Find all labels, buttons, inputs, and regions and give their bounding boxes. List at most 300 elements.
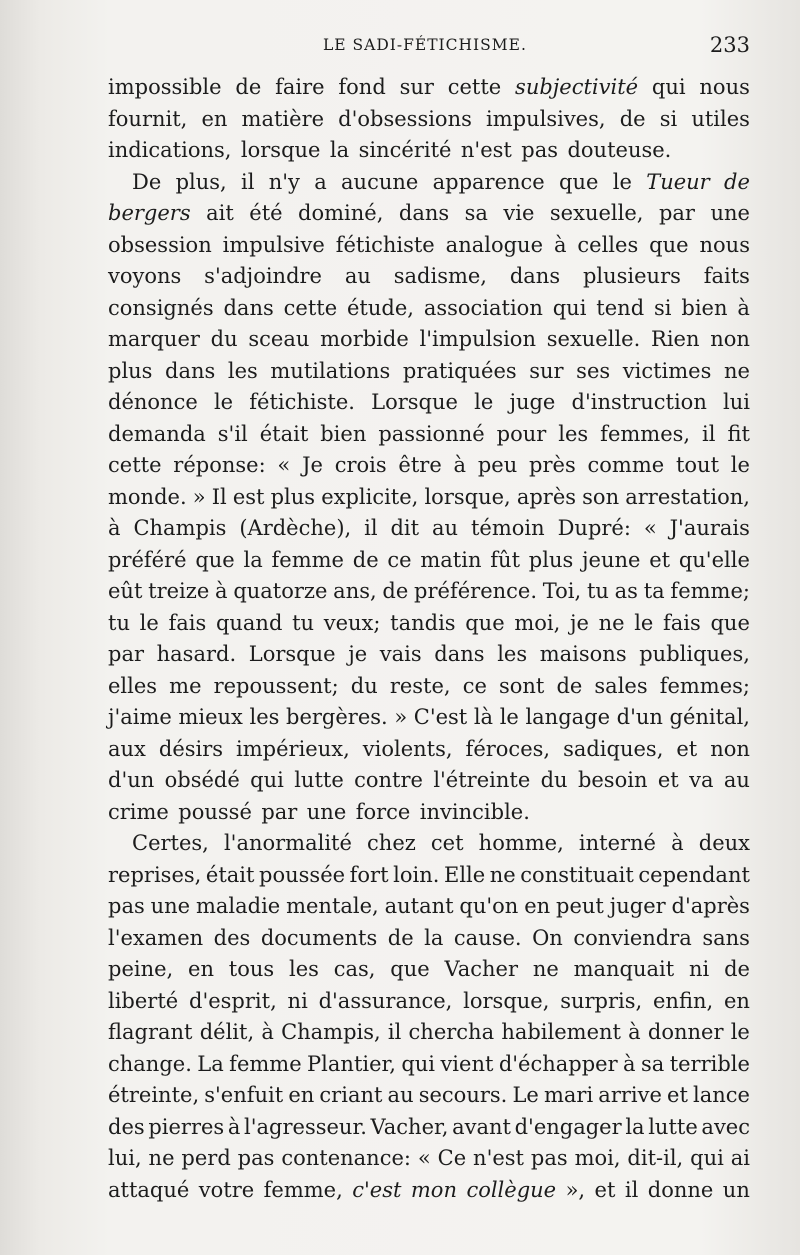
- word: un: [722, 1177, 750, 1202]
- word: association: [423, 295, 543, 320]
- word: génital,: [669, 705, 750, 729]
- word: après: [516, 484, 577, 509]
- word: »: [394, 705, 408, 729]
- word: sexuelle.: [546, 327, 641, 351]
- text-line: [108, 293, 750, 325]
- word: impulsive: [222, 232, 325, 257]
- word: passionné: [378, 421, 485, 446]
- word: en: [723, 988, 750, 1013]
- text-line: [108, 167, 750, 199]
- text-line: [108, 954, 750, 986]
- word: le: [730, 1020, 750, 1044]
- word: ne: [148, 1146, 175, 1170]
- word: cas,: [333, 957, 376, 981]
- word: le: [730, 453, 750, 477]
- word: »: [192, 484, 206, 509]
- word: va: [689, 768, 714, 792]
- page-number: 233: [709, 33, 750, 57]
- text-line: [108, 639, 750, 671]
- word: Plantier,: [307, 1051, 396, 1076]
- word: victimes: [622, 358, 712, 383]
- word: obsession: [108, 232, 212, 257]
- word: est: [232, 484, 265, 509]
- word: dénonce: [108, 390, 198, 414]
- word: Certes,: [132, 831, 209, 855]
- text-line: [108, 1175, 750, 1207]
- word: à: [623, 1051, 636, 1076]
- word: indications,: [108, 138, 232, 162]
- word: repoussent;: [213, 673, 339, 698]
- word: deux: [698, 831, 750, 855]
- word: Ce: [437, 1146, 467, 1170]
- word: sexuelle,: [549, 201, 644, 225]
- word: aucune: [341, 169, 419, 194]
- word: sa: [464, 201, 488, 225]
- word: analogue: [445, 232, 543, 257]
- word: quatorze: [233, 579, 328, 603]
- word: manquait: [573, 957, 675, 981]
- word: fétichiste.: [249, 390, 355, 414]
- word: moi,: [574, 1146, 621, 1170]
- word: fût: [490, 547, 521, 572]
- word: la: [243, 547, 263, 572]
- word: non: [710, 736, 750, 761]
- word: plus: [528, 547, 574, 572]
- word: fort: [349, 862, 389, 887]
- word: d'instruction: [571, 390, 707, 414]
- word: ai: [730, 1146, 750, 1170]
- word: à: [108, 516, 121, 540]
- word: J'aurais: [669, 516, 750, 540]
- word: lance: [693, 1083, 750, 1107]
- text-line: [108, 797, 750, 829]
- word: le: [213, 390, 234, 414]
- word: sa: [640, 1051, 665, 1076]
- word: habilement: [501, 1020, 621, 1044]
- text-line: [108, 891, 750, 923]
- word: faire: [275, 75, 325, 99]
- word: d'esprit,: [189, 988, 277, 1013]
- word: «: [417, 1146, 431, 1170]
- word: préférence.: [414, 579, 538, 603]
- word: vie: [503, 201, 535, 225]
- word: à: [227, 1114, 241, 1139]
- word: réponse:: [173, 453, 266, 477]
- word: reprises,: [108, 862, 202, 887]
- text-line: [108, 1143, 750, 1175]
- word: dans: [434, 642, 485, 666]
- word: (Ardèche),: [239, 516, 352, 540]
- text-line: [108, 671, 750, 703]
- word: des: [213, 925, 251, 950]
- word: d'après: [671, 894, 750, 918]
- word: de: [619, 106, 646, 131]
- word: impérieux,: [236, 736, 350, 761]
- word: dans: [165, 358, 216, 383]
- running-title: LE SADI-FÉTICHISME.: [323, 36, 527, 54]
- word: apparence: [432, 169, 545, 194]
- word: Vacher,: [370, 1114, 449, 1139]
- text-line: [108, 765, 750, 797]
- word: sincérité: [358, 138, 452, 162]
- word: ta: [643, 579, 665, 603]
- word: dans: [398, 201, 450, 225]
- word: loin.: [393, 862, 440, 887]
- word: sans: [702, 925, 750, 950]
- word: en: [288, 1083, 315, 1107]
- word: ni: [689, 957, 710, 981]
- word: sur: [529, 358, 564, 383]
- word: plus: [108, 358, 153, 383]
- text-line: [108, 135, 750, 167]
- word: avec: [701, 1114, 750, 1139]
- word: utiles: [691, 106, 750, 131]
- word: tu: [586, 579, 609, 603]
- word: lui,: [108, 1146, 142, 1170]
- word: l'étreinte: [433, 768, 531, 792]
- word: féroces,: [465, 736, 551, 761]
- word: ne: [723, 358, 750, 383]
- word: si: [659, 106, 678, 131]
- word: peu: [477, 453, 518, 477]
- text-line: [108, 230, 750, 262]
- word: elles: [108, 673, 158, 698]
- word: maladie: [195, 894, 281, 918]
- text-line: [108, 387, 750, 419]
- word: force: [355, 799, 411, 824]
- word: mentale,: [286, 894, 379, 918]
- word: en: [188, 957, 214, 981]
- text-line: [108, 419, 750, 451]
- word: s'adjoindre: [204, 264, 322, 288]
- word: fond: [338, 75, 386, 99]
- word: était: [259, 421, 309, 446]
- word: tu: [292, 610, 315, 635]
- word: tandis: [390, 610, 456, 635]
- word: donne: [647, 1177, 714, 1202]
- word: dans: [509, 264, 561, 288]
- word: crois: [334, 453, 387, 477]
- word: à: [628, 1020, 641, 1044]
- word: attaqué: [108, 1177, 190, 1202]
- word: été: [249, 201, 283, 225]
- word: douteuse.: [567, 138, 672, 162]
- word: la: [625, 1114, 645, 1139]
- word: étude,: [347, 295, 414, 320]
- word: langage: [525, 705, 611, 729]
- word: les: [249, 705, 280, 729]
- text-line: [108, 324, 750, 356]
- word: il: [387, 1020, 402, 1044]
- word: juger: [609, 894, 666, 918]
- word: Il: [211, 484, 227, 509]
- text-line: [108, 72, 750, 104]
- word: et: [657, 768, 679, 792]
- word: du: [210, 327, 238, 351]
- word: par: [658, 201, 695, 225]
- word: donner: [647, 1020, 724, 1044]
- text-line: [108, 828, 750, 860]
- word: ne: [598, 610, 625, 635]
- word: plus,: [175, 169, 227, 194]
- word: celles: [577, 232, 639, 257]
- word: ne: [489, 862, 516, 887]
- word: lutte: [294, 768, 344, 792]
- word: ses: [576, 358, 611, 383]
- word: nous: [699, 232, 750, 257]
- word: tend: [596, 295, 645, 320]
- word: fit: [727, 421, 750, 446]
- word: publiques,: [639, 642, 750, 666]
- word: à: [215, 579, 228, 603]
- word: qui: [690, 1146, 724, 1170]
- word: C'est: [413, 705, 468, 729]
- word: de: [382, 579, 409, 603]
- word: à: [671, 831, 684, 855]
- word: De: [132, 169, 162, 194]
- word: eût: [108, 579, 143, 603]
- word: désirs: [158, 736, 224, 761]
- word: pas: [521, 138, 559, 162]
- word: les: [497, 642, 528, 666]
- word: qui: [552, 295, 587, 320]
- word: une: [150, 894, 191, 918]
- word: d'obsessions: [338, 106, 472, 131]
- word: il: [364, 516, 378, 540]
- word: veux;: [323, 610, 381, 635]
- text-line: [108, 576, 750, 608]
- word: d'échapper: [498, 1051, 618, 1076]
- word: qui: [250, 768, 284, 792]
- word: vient: [440, 1051, 494, 1076]
- word: je: [348, 642, 368, 666]
- word: maisons: [539, 642, 627, 666]
- word: lorsque,: [463, 988, 550, 1013]
- word: as: [614, 579, 638, 603]
- text-line: [108, 450, 750, 482]
- word: que: [195, 547, 235, 572]
- word: cependant: [638, 862, 750, 887]
- word: sadiques,: [563, 736, 664, 761]
- word: poussé: [178, 799, 252, 824]
- word: obsédé: [164, 768, 240, 792]
- word: Lorsque: [371, 390, 458, 414]
- word: et: [676, 736, 698, 761]
- word: chercha: [408, 1020, 495, 1044]
- word: que: [390, 957, 430, 981]
- word: l'impulsion: [419, 327, 536, 351]
- word: pierres: [148, 1114, 225, 1139]
- word: pratiquées: [402, 358, 517, 383]
- word: juge: [509, 390, 556, 414]
- word: perd: [181, 1146, 231, 1170]
- word: l'agresseur.: [244, 1114, 367, 1139]
- word: peine,: [108, 957, 174, 981]
- word: mutilations: [270, 358, 391, 383]
- word: le: [634, 610, 654, 635]
- word: homme,: [478, 831, 564, 855]
- word: demanda: [108, 421, 206, 446]
- word: matière: [241, 106, 325, 131]
- word: la: [329, 138, 350, 162]
- word: voyons: [108, 264, 182, 288]
- word: dans: [223, 295, 274, 320]
- word: moi,: [514, 610, 561, 635]
- word: d'engager: [514, 1114, 622, 1139]
- word: lutte: [648, 1114, 698, 1139]
- word: comme: [587, 453, 665, 477]
- word: qu'on: [459, 894, 519, 918]
- text-line: [108, 860, 750, 892]
- word: morbide: [320, 327, 409, 351]
- text-line: [108, 1049, 750, 1081]
- word: être: [398, 453, 442, 477]
- text-line: [108, 1080, 750, 1112]
- word: à: [737, 295, 750, 320]
- word: le: [474, 390, 494, 414]
- word: les: [227, 358, 258, 383]
- word: témoin: [470, 516, 545, 540]
- word: était: [205, 862, 255, 887]
- word: flagrant: [108, 1020, 193, 1044]
- word: dit: [390, 516, 420, 540]
- word: sales: [594, 673, 648, 698]
- word: Lorsque: [248, 642, 336, 666]
- word: invincible.: [419, 799, 530, 824]
- word: du: [540, 768, 568, 792]
- text-line: [108, 1017, 750, 1049]
- word: marquer: [108, 327, 200, 351]
- word: les: [558, 421, 589, 446]
- text-line: [108, 482, 750, 514]
- word: ans,: [333, 579, 377, 603]
- word: constituait: [520, 862, 634, 887]
- word: il: [624, 1177, 639, 1202]
- word: à: [261, 1020, 274, 1044]
- word: plusieurs: [582, 264, 681, 288]
- word: Rien: [651, 327, 700, 351]
- word: il: [241, 169, 255, 194]
- word: ce: [462, 673, 487, 698]
- word: par: [108, 642, 145, 666]
- word: du: [350, 673, 378, 698]
- text-line: [108, 702, 750, 734]
- word: si: [654, 295, 672, 320]
- word: n'est: [460, 138, 512, 162]
- word: femme: [271, 547, 344, 572]
- word: arrive: [598, 1083, 662, 1107]
- word: ait: [206, 201, 234, 225]
- word: s'enfuit: [204, 1083, 284, 1107]
- word: ne: [532, 957, 559, 981]
- word: pas: [530, 1146, 568, 1170]
- word: faits: [703, 264, 750, 288]
- word: jeune: [582, 547, 641, 572]
- word: poussée: [259, 862, 346, 887]
- word: que: [559, 169, 599, 194]
- word: je: [569, 610, 589, 635]
- word: femme: [229, 1051, 302, 1076]
- word: autant: [384, 894, 454, 918]
- word: une: [710, 201, 750, 225]
- word: a: [314, 169, 327, 194]
- word: criant: [319, 1083, 383, 1107]
- word: Le: [512, 1083, 539, 1107]
- word: au: [432, 516, 459, 540]
- text-line: [108, 545, 750, 577]
- word: fais: [168, 610, 207, 635]
- word: me: [169, 673, 202, 698]
- word: consignés: [108, 295, 214, 320]
- word: près: [529, 453, 576, 477]
- word: bien: [681, 295, 728, 320]
- word: à: [453, 453, 467, 477]
- word: tu: [108, 610, 130, 635]
- page-header: [108, 33, 750, 64]
- text-line: [108, 198, 750, 230]
- word: dominé,: [298, 201, 384, 225]
- word: contre: [354, 768, 423, 792]
- text-line: [108, 356, 750, 388]
- word: contenance:: [281, 1146, 411, 1170]
- word: lorsque,: [424, 484, 511, 509]
- word: bien: [320, 421, 367, 446]
- word: femme,: [263, 1177, 343, 1202]
- word: quand: [215, 610, 283, 635]
- word: l'anormalité: [223, 831, 352, 855]
- word: chez: [367, 831, 416, 855]
- word: arrestation,: [625, 484, 750, 509]
- word: Tueur: [646, 169, 710, 194]
- word: sadisme,: [393, 264, 487, 288]
- word: treize: [148, 579, 210, 603]
- word: surpris,: [560, 988, 643, 1013]
- word: violents,: [362, 736, 453, 761]
- text-line: [108, 104, 750, 136]
- word: que: [649, 232, 689, 257]
- word: terrible: [669, 1051, 750, 1076]
- word: une: [306, 799, 347, 824]
- word: tous: [228, 957, 275, 981]
- word: femme;: [670, 579, 750, 603]
- word: délit,: [199, 1020, 255, 1044]
- word: explicite,: [321, 484, 419, 509]
- word: impulsives,: [486, 106, 606, 131]
- word: des: [108, 1114, 145, 1139]
- word: Champis: [133, 516, 227, 540]
- word: Elle: [443, 862, 486, 887]
- word: collègue: [466, 1177, 557, 1202]
- text-line: [108, 1112, 750, 1144]
- text-line: [108, 923, 750, 955]
- word: nous: [699, 75, 750, 99]
- word: le: [612, 169, 632, 194]
- word: cette: [283, 295, 338, 320]
- word: pour: [496, 421, 547, 446]
- word: de: [235, 75, 262, 99]
- word: documents: [260, 925, 378, 950]
- word: le: [139, 610, 159, 635]
- word: change.: [108, 1051, 192, 1076]
- word: par: [261, 799, 298, 824]
- word: qui: [651, 75, 686, 99]
- word: le: [499, 705, 519, 729]
- word: au: [344, 264, 371, 288]
- word: n'est: [473, 1146, 524, 1170]
- word: de: [556, 673, 583, 698]
- word: liberté: [108, 988, 179, 1013]
- word: femmes,: [600, 421, 691, 446]
